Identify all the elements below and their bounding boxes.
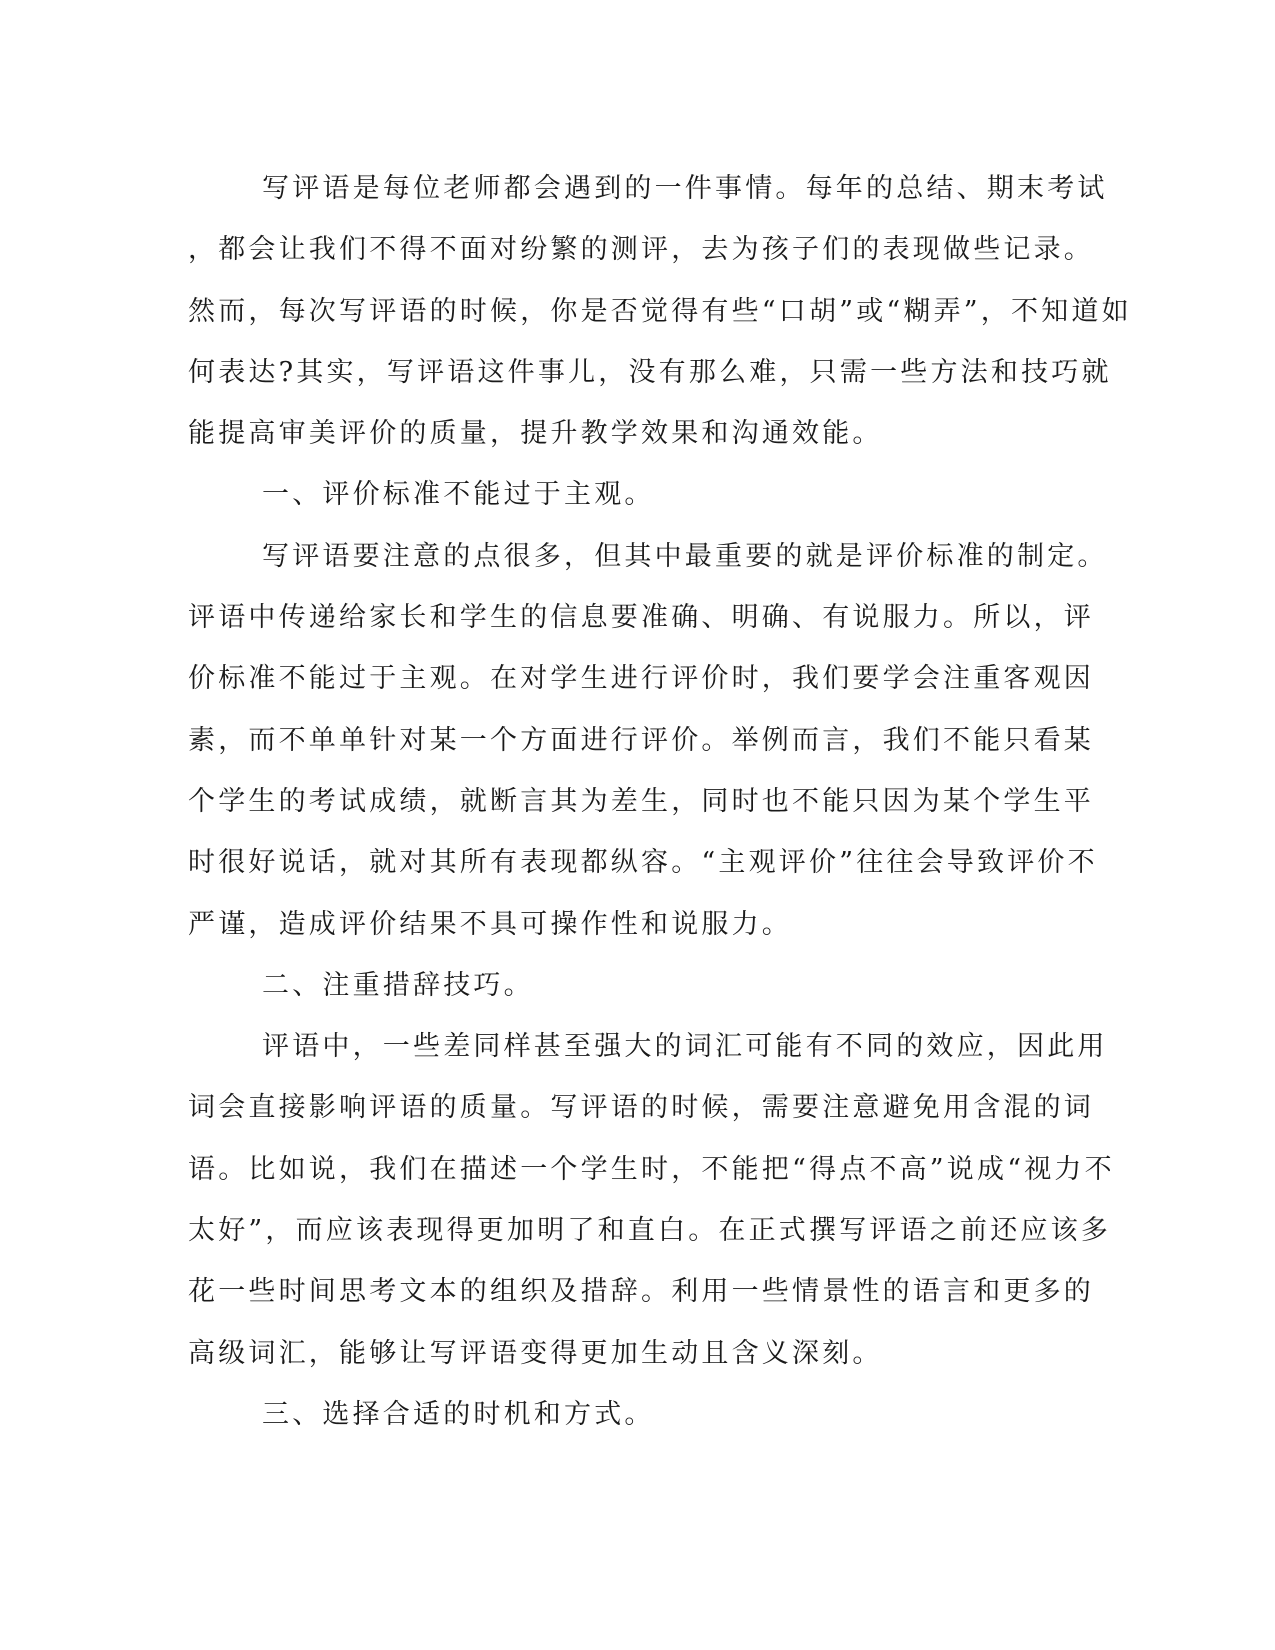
paragraph-line: 词会直接影响评语的质量。写评语的时候，需要注意避免用含混的词 <box>188 1092 1094 1124</box>
paragraph-line: 写评语要注意的点很多，但其中最重要的就是评价标准的制定。 <box>262 540 1108 572</box>
paragraph-line: 花一些时间思考文本的组织及措辞。利用一些情景性的语言和更多的 <box>188 1276 1094 1308</box>
paragraph-line: 语。比如说，我们在描述一个学生时，不能把“得点不高”说成“视力不 <box>188 1153 1115 1185</box>
paragraph-line: 能提高审美评价的质量，提升教学效果和沟通效能。 <box>188 418 883 450</box>
paragraph-line: 素，而不单单针对某一个方面进行评价。举例而言，我们不能只看某 <box>188 724 1094 756</box>
paragraph-line: 严谨，造成评价结果不具可操作性和说服力。 <box>188 908 792 940</box>
paragraph-line: 时很好说话，就对其所有表现都纵容。“主观评价”往往会导致评价不 <box>188 847 1098 879</box>
paragraph-line: ，都会让我们不得不面对纷繁的测评，去为孩子们的表现做些记录。 <box>188 234 1094 266</box>
paragraph-line: 高级词汇，能够让写评语变得更加生动且含义深刻。 <box>188 1337 883 1369</box>
section-heading: 一、评价标准不能过于主观。 <box>262 479 655 511</box>
section-heading: 二、注重措辞技巧。 <box>262 969 534 1001</box>
document-body <box>188 158 1132 1445</box>
paragraph-line: 太好”，而应该表现得更加明了和直白。在正式撰写评语之前还应该多 <box>188 1215 1112 1247</box>
paragraph-line: 然而，每次写评语的时候，你是否觉得有些“口胡”或“糊弄”，不知道如 <box>188 295 1132 327</box>
paragraph-line: 个学生的考试成绩，就断言其为差生，同时也不能只因为某个学生平 <box>188 785 1094 817</box>
section-heading: 三、选择合适的时机和方式。 <box>262 1398 655 1430</box>
paragraph-line: 价标准不能过于主观。在对学生进行评价时，我们要学会注重客观因 <box>188 663 1094 695</box>
paragraph-line: 评语中，一些差同样甚至强大的词汇可能有不同的效应，因此用 <box>262 1031 1108 1063</box>
paragraph-line: 评语中传递给家长和学生的信息要准确、明确、有说服力。所以，评 <box>188 602 1094 634</box>
paragraph-line: 何表达?其实，写评语这件事儿，没有那么难，只需一些方法和技巧就 <box>188 356 1112 388</box>
paragraph-line: 写评语是每位老师都会遇到的一件事情。每年的总结、期末考试 <box>262 173 1108 204</box>
